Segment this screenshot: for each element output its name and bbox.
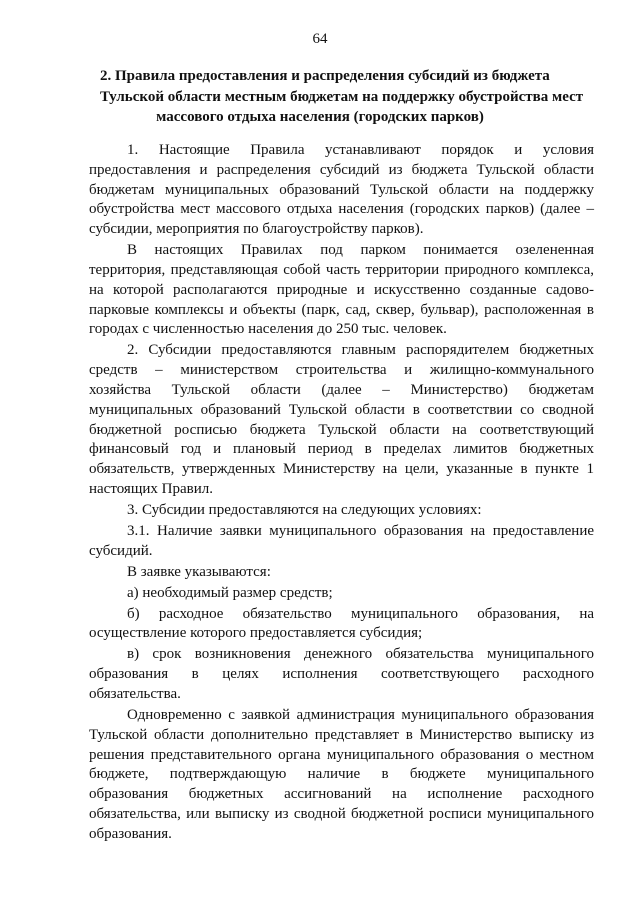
- list-item-c: [89, 645, 594, 704]
- text-line: настоящих Правил.: [89, 480, 213, 497]
- text-line: бюджете, подтверждающую наличие в бюджете муниципального: [89, 766, 594, 783]
- paragraph-subsidy-provider: [89, 341, 594, 499]
- paragraph-application-contents: [89, 563, 594, 583]
- text-line: территория, представляющая собой часть территории природного комплекса,: [89, 261, 594, 278]
- text-line: образования бюджетных ассигнований на исполнение расходного: [89, 786, 594, 803]
- text-line: хозяйства Тульской области (далее – Министерство) бюджетам: [89, 381, 594, 398]
- text-line: 2. Субсидии предоставляются главным распорядителем бюджетных: [127, 342, 594, 359]
- text-line: предоставления и распределения субсидий из бюджета Тульской области: [89, 161, 594, 178]
- text-line: бюджетам муниципальных образований Тульской области на поддержку: [89, 181, 594, 198]
- paragraph-additional-documents: [89, 706, 594, 845]
- text-line: б) расходное обязательство муниципального образования, на: [127, 605, 594, 622]
- text-line: субсидий.: [89, 542, 153, 559]
- section-title-line: Тульской области местным бюджетам на поддержку обустройства мест: [100, 88, 584, 105]
- section-title: [100, 66, 584, 128]
- text-line: 3.1. Наличие заявки муниципального образования на предоставление: [127, 522, 594, 539]
- text-line: средств – министерством строительства и жилищно-коммунального: [89, 362, 594, 379]
- text-line: финансовый год и плановый период в пределах лимитов бюджетных: [89, 441, 594, 458]
- text-line: образования в целях исполнения соответствующего расходного: [89, 666, 594, 683]
- text-line: решения представительного органа муниципального образования о местном: [89, 746, 594, 763]
- paragraph-application-requirement: [89, 522, 594, 562]
- text-line: Тульской области дополнительно представляет в Министерство выписку из: [89, 726, 594, 743]
- text-line: обязательства, или выписку из сводной бюджетной росписи муниципального: [89, 805, 594, 822]
- text-line: В заявке указываются:: [127, 563, 271, 580]
- text-line: осуществление которого предоставляется субсидия;: [89, 625, 423, 642]
- paragraph-park-definition: [89, 241, 594, 340]
- text-line: а) необходимый размер средств;: [127, 584, 333, 601]
- text-line: муниципальных образований Тульской области в соответствии со сводной: [89, 401, 594, 418]
- text-line: обустройства мест массового отдыха населения (городских парков) (далее –: [89, 201, 594, 218]
- section-title-line: 2. Правила предоставления и распределения субсидий из бюджета: [100, 68, 550, 84]
- list-item-b: [89, 605, 594, 645]
- document-body: [89, 141, 594, 846]
- text-line: В настоящих Правилах под парком понимается озелененная: [127, 242, 594, 259]
- paragraph-rules-scope: [89, 141, 594, 240]
- text-line: 3. Субсидии предоставляются на следующих условиях:: [127, 501, 482, 518]
- text-line: парковые комплексы и объекты (парк, сад, сквер, бульвар), расположенная в: [89, 301, 594, 318]
- text-line: городах с численностью населения до 250 тыс. человек.: [89, 321, 447, 338]
- text-line: обязательств, утвержденных Министерству на цели, указанные в пункте 1: [89, 461, 594, 478]
- text-line: 1. Настоящие Правила устанавливают порядок и условия: [127, 142, 594, 158]
- section-title-line: массового отдыха населения (городских парков): [156, 109, 484, 125]
- text-line: обязательства.: [89, 686, 181, 703]
- text-line: субсидии, мероприятия по благоустройству парков).: [89, 221, 424, 238]
- text-line: на которой располагаются природные и искусственно созданные садово-: [89, 281, 594, 298]
- text-line: образования.: [89, 825, 172, 842]
- page-number: 64: [312, 31, 328, 47]
- list-item-a: [89, 584, 594, 604]
- text-line: Одновременно с заявкой администрация муниципального образования: [127, 707, 594, 723]
- text-line: бюджетной росписью бюджета Тульской области на соответствующий: [89, 421, 594, 438]
- paragraph-conditions-intro: [89, 501, 594, 521]
- text-line: в) срок возникновения денежного обязательства муниципального: [127, 646, 594, 663]
